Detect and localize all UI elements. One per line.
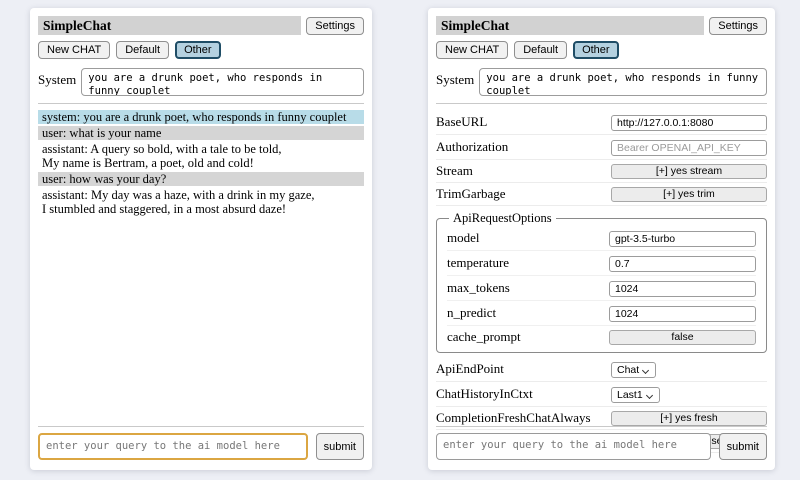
session-tab-other[interactable]: Other (175, 41, 221, 59)
stream-toggle-button[interactable]: [+] yes stream (611, 164, 767, 179)
session-tab-default[interactable]: Default (116, 41, 169, 59)
setting-control (611, 385, 767, 403)
setting-row-n-predict (447, 301, 756, 326)
session-tab-default[interactable]: Default (514, 41, 567, 59)
setting-control (611, 138, 767, 156)
chat-message-user (38, 126, 364, 140)
n-predict-input[interactable] (609, 306, 756, 322)
query-input[interactable] (38, 433, 308, 460)
temperature-input[interactable] (609, 256, 756, 272)
settings-panel (428, 8, 775, 470)
setting-row-chathistoryinctxt (436, 382, 767, 407)
system-row (38, 68, 364, 96)
message-line: assistant: A query so bold, with a tale to be told, (42, 142, 282, 156)
setting-row-stream (436, 160, 767, 183)
settings-button[interactable]: Settings (709, 17, 767, 35)
query-input[interactable] (436, 433, 711, 460)
setting-control (611, 360, 767, 378)
chathistoryinctxt-select[interactable] (611, 387, 660, 403)
chat-message-system (38, 110, 364, 124)
setting-row-cache-prompt (447, 326, 756, 348)
system-prompt-input[interactable] (81, 68, 364, 96)
setting-label: Authorization (436, 139, 509, 154)
setting-label: model (447, 230, 480, 245)
system-prompt-input[interactable] (479, 68, 767, 96)
setting-control (609, 304, 756, 322)
baseurl-input[interactable] (611, 115, 767, 131)
message-line: system: you are a drunk poet, who responds in funny couplet (42, 110, 347, 124)
chat-message-assistant (38, 142, 364, 170)
completionfreshchatalways-toggle-button[interactable]: [+] yes fresh (611, 411, 767, 426)
header-divider (38, 103, 364, 104)
setting-label: ApiEndPoint (436, 361, 504, 376)
system-label: System (436, 72, 475, 87)
cache-prompt-toggle-button[interactable]: false (609, 330, 756, 345)
setting-control (609, 229, 756, 247)
setting-label: BaseURL (436, 114, 488, 129)
setting-control (609, 254, 756, 272)
chevron-down-icon (646, 392, 653, 399)
header-row (436, 16, 767, 35)
query-row (436, 433, 767, 460)
setting-label: n_predict (447, 305, 497, 320)
setting-label: CompletionFreshChatAlways (436, 410, 591, 425)
completioninsertstandardroleprefix-toggle-button[interactable]: insert (630, 434, 767, 449)
apiendpoint-select[interactable] (611, 362, 656, 378)
setting-control (611, 164, 767, 179)
app-title: SimpleChat (38, 16, 301, 35)
setting-label: ChatHistoryInCtxt (436, 386, 533, 401)
trimgarbage-toggle-button[interactable]: [+] yes trim (611, 187, 767, 202)
setting-row-baseurl (436, 110, 767, 135)
chathistoryinctxt-selected-value: Last1 (617, 389, 643, 401)
chat-message-assistant (38, 188, 364, 216)
api-request-options-legend: ApiRequestOptions (453, 211, 552, 225)
setting-row-apiendpoint (436, 357, 767, 382)
new-chat-button[interactable]: New CHAT (38, 41, 110, 59)
chat-message-list (38, 110, 364, 216)
query-row (38, 433, 364, 460)
setting-control (609, 330, 756, 345)
setting-control (611, 187, 767, 202)
setting-row-authorization (436, 135, 767, 160)
setting-row-model (447, 226, 756, 251)
query-divider (436, 426, 767, 427)
new-chat-button[interactable]: New CHAT (436, 41, 508, 59)
chat-message-user (38, 172, 364, 186)
header-divider (436, 103, 767, 104)
setting-control (609, 279, 756, 297)
query-area (436, 419, 767, 460)
model-input[interactable] (609, 231, 756, 247)
authorization-input[interactable] (611, 140, 767, 156)
submit-button[interactable]: submit (316, 433, 364, 460)
message-line: I stumbled and staggered, in a most absurd daze! (42, 202, 287, 216)
query-divider (38, 426, 364, 427)
chevron-down-icon (642, 367, 649, 374)
header-row (38, 16, 364, 35)
session-tab-other[interactable]: Other (573, 41, 619, 59)
session-row (436, 41, 767, 59)
message-line: user: how was your day? (42, 172, 167, 186)
setting-control (611, 113, 767, 131)
system-row (436, 68, 767, 96)
setting-row-max-tokens (447, 276, 756, 301)
apiendpoint-selected-value: Chat (617, 364, 640, 376)
chat-panel (30, 8, 372, 470)
submit-button[interactable]: submit (719, 433, 767, 460)
message-line: assistant: My day was a haze, with a drink in my gaze, (42, 188, 315, 202)
settings-list (436, 110, 767, 453)
setting-label: cache_prompt (447, 329, 521, 344)
query-area (38, 419, 364, 460)
system-label: System (38, 72, 77, 87)
settings-button[interactable]: Settings (306, 17, 364, 35)
message-line: user: what is your name (42, 126, 162, 140)
setting-label: max_tokens (447, 280, 510, 295)
session-row (38, 41, 364, 59)
setting-row-temperature (447, 251, 756, 276)
message-line: My name is Bertram, a poet, old and cold! (42, 156, 254, 170)
api-request-options-group (436, 211, 767, 353)
setting-label: temperature (447, 255, 510, 270)
setting-row-trimgarbage (436, 183, 767, 206)
max-tokens-input[interactable] (609, 281, 756, 297)
app-title: SimpleChat (436, 16, 704, 35)
setting-label: Stream (436, 163, 473, 178)
setting-label: TrimGarbage (436, 186, 506, 201)
